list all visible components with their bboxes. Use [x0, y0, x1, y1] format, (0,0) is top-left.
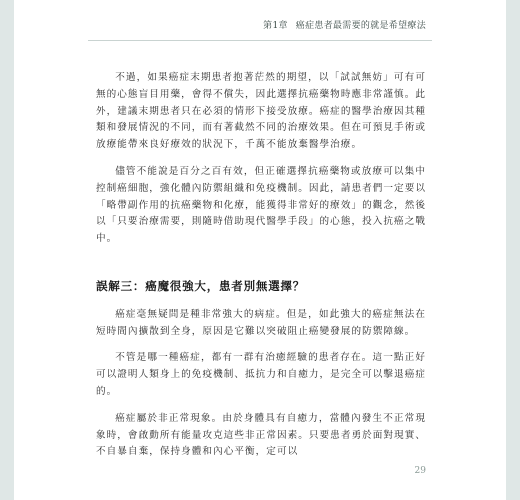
paragraph: 儘管不能說是百分之百有效，但正確選擇抗癌藥物或放療可以集中控制癌細胞，強化體內防禦組織和免疫機制。因此，請患者們一定要以「略帶副作用的抗癌藥物和化療，能獲得非常好的療效」的觀念，然後以「只要治療需要，則隨時借助現代醫學手段」的心態，投入抗癌之戰中。 — [96, 165, 426, 245]
right-margin-band — [506, 0, 520, 500]
page-number: 29 — [414, 466, 426, 476]
left-margin-band — [0, 0, 14, 500]
paragraph: 癌症毫無疑問是種非常強大的病症。但是，如此強大的癌症無法在短時間內擴散到全身，原因是它難以突破阻止癌變發展的防禦障線。 — [96, 308, 426, 337]
header-divider — [88, 40, 432, 41]
body-text — [96, 70, 426, 471]
paragraph: 不過，如果癌症末期患者抱著茫然的期望，以「試試無妨」可有可無的心態盲目用藥，會得不償失，因此選擇抗癌藥物時應非常謹慎。此外，建議末期患者只在必須的情形下接受放療。癌症的醫學治療因其種類和發展情況的不同，而有著截然不同的治療效果。但在可預見手術或放療能帶來良好療效的狀況下，千萬不能放棄醫學治療。 — [96, 72, 426, 151]
running-header — [88, 18, 432, 38]
chapter-title: 癌症患者最需要的就是希望療法 — [295, 21, 426, 31]
book-page — [88, 0, 432, 500]
paragraph: 癌症屬於非正常現象。由於身體具有自癒力，當體內發生不正常現象時，會啟動所有能量攻克這些非正常因素。只要患者勇於面對現實、不自暴自棄，保持身體和內心平衡，定可以 — [96, 412, 426, 458]
paragraph: 不管是哪一種癌症，都有一群有治癒經驗的患者存在。這一點正好可以證明人類身上的免疫機制、抵抗力和自癒力，是完全可以擊退癌症的。 — [96, 352, 426, 397]
chapter-label: 第1章 — [263, 21, 288, 31]
section-heading: 誤解三：癌魔很強大，患者別無選擇？ — [96, 278, 306, 293]
